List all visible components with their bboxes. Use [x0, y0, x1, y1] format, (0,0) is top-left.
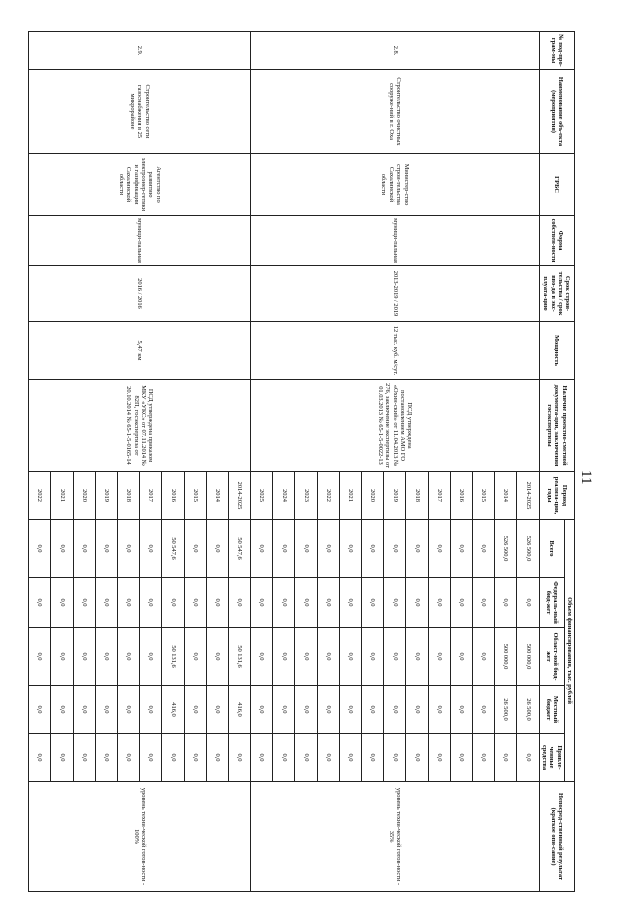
table-row [228, 32, 250, 892]
cell-local: 0,0 [384, 686, 406, 734]
header-documentation: Наличие проектно-сметной документа-ции, заключения госэкспертизы [539, 380, 574, 472]
cell-federal: 0,0 [228, 578, 250, 628]
cell-regional: 50 131,6 [228, 628, 250, 686]
cell-federal: 0,0 [406, 578, 428, 628]
cell-attracted: 0,0 [51, 734, 73, 782]
cell-total: 0,0 [428, 520, 450, 578]
cell-attracted: 0,0 [473, 734, 495, 782]
header-grbs: ГРБС [539, 154, 574, 216]
cell-attracted: 0,0 [339, 734, 361, 782]
cell-regional: 0,0 [384, 628, 406, 686]
cell-no: 2.9. [29, 32, 251, 70]
header-total: Всего [539, 520, 564, 578]
cell-period: 2020 [73, 472, 95, 520]
cell-regional: 0,0 [206, 628, 228, 686]
header-federal: Федераль-ный бюд-жет [539, 578, 564, 628]
cell-period: 2017 [428, 472, 450, 520]
cell-federal: 0,0 [118, 578, 140, 628]
header-result: Непосред-ственный результат (краткое опи-сание) [539, 782, 574, 892]
cell-name: Строительство сети газоснабжения в 25 микрорайоне [29, 70, 251, 154]
cell-attracted: 0,0 [362, 734, 384, 782]
cell-total: 0,0 [273, 520, 295, 578]
cell-local: 26 500,0 [517, 686, 539, 734]
cell-regional: 0,0 [273, 628, 295, 686]
page-number: 11 [578, 470, 594, 485]
cell-ownership: муници-пальная [29, 216, 251, 266]
cell-documentation: ПСД утверждена постановлением АМО ГО «Охин-ский» от 11.04.2013 № 276, заключение экспертизы от 01.03.2013 № 65-1-5-0022-13 [251, 380, 539, 472]
cell-total: 0,0 [362, 520, 384, 578]
cell-period: 2014 [206, 472, 228, 520]
cell-period: 2023 [295, 472, 317, 520]
cell-federal: 0,0 [29, 578, 51, 628]
cell-local: 416,0 [228, 686, 250, 734]
cell-federal: 0,0 [273, 578, 295, 628]
cell-period: 2021 [339, 472, 361, 520]
cell-local: 0,0 [95, 686, 117, 734]
header-capacity: Мощность [539, 322, 574, 380]
cell-regional: 0,0 [295, 628, 317, 686]
header-term: Срок строи-тельства / срок вво-да в экс-плуата-цию [539, 266, 574, 322]
cell-period: 2021 [51, 472, 73, 520]
cell-regional: 500 000,0 [517, 628, 539, 686]
cell-total: 0,0 [251, 520, 273, 578]
header-row-1 [564, 32, 574, 892]
cell-federal: 0,0 [206, 578, 228, 628]
cell-federal: 0,0 [339, 578, 361, 628]
cell-period: 2017 [140, 472, 162, 520]
cell-total: 0,0 [73, 520, 95, 578]
cell-regional: 0,0 [29, 628, 51, 686]
cell-period: 2015 [473, 472, 495, 520]
cell-federal: 0,0 [51, 578, 73, 628]
cell-federal: 0,0 [428, 578, 450, 628]
cell-federal: 0,0 [251, 578, 273, 628]
cell-local: 0,0 [362, 686, 384, 734]
cell-local: 0,0 [29, 686, 51, 734]
cell-local: 0,0 [51, 686, 73, 734]
cell-no: 2.8. [251, 32, 539, 70]
cell-local: 0,0 [73, 686, 95, 734]
cell-local: 0,0 [317, 686, 339, 734]
cell-period: 2014 [495, 472, 517, 520]
cell-regional: 50 131,6 [162, 628, 184, 686]
cell-regional: 0,0 [473, 628, 495, 686]
cell-regional: 0,0 [406, 628, 428, 686]
header-attracted: Привле-ченные средства [539, 734, 564, 782]
cell-regional: 0,0 [140, 628, 162, 686]
cell-local: 0,0 [184, 686, 206, 734]
cell-federal: 0,0 [384, 578, 406, 628]
cell-federal: 0,0 [473, 578, 495, 628]
cell-attracted: 0,0 [317, 734, 339, 782]
cell-total: 0,0 [184, 520, 206, 578]
cell-attracted: 0,0 [118, 734, 140, 782]
cell-local: 0,0 [140, 686, 162, 734]
cell-attracted: 0,0 [140, 734, 162, 782]
cell-attracted: 0,0 [273, 734, 295, 782]
cell-term: 2016 / 2016 [29, 266, 251, 322]
cell-federal: 0,0 [362, 578, 384, 628]
cell-period: 2019 [384, 472, 406, 520]
cell-attracted: 0,0 [295, 734, 317, 782]
cell-total: 0,0 [295, 520, 317, 578]
cell-period: 2014-2025 [517, 472, 539, 520]
cell-attracted: 0,0 [162, 734, 184, 782]
cell-regional: 500 000,0 [495, 628, 517, 686]
cell-regional: 0,0 [73, 628, 95, 686]
table-row [517, 32, 539, 892]
cell-local: 0,0 [406, 686, 428, 734]
rotated-table-container [28, 31, 575, 891]
cell-local: 0,0 [118, 686, 140, 734]
cell-local: 0,0 [450, 686, 472, 734]
cell-federal: 0,0 [140, 578, 162, 628]
cell-federal: 0,0 [295, 578, 317, 628]
cell-regional: 0,0 [428, 628, 450, 686]
cell-ownership: муници-пальная [251, 216, 539, 266]
cell-federal: 0,0 [73, 578, 95, 628]
cell-attracted: 0,0 [95, 734, 117, 782]
cell-total: 0,0 [51, 520, 73, 578]
cell-attracted: 0,0 [228, 734, 250, 782]
cell-total: 0,0 [450, 520, 472, 578]
cell-total: 0,0 [317, 520, 339, 578]
cell-grbs: Агентство по развитию электроэнер-гетики и газификации Сахалинской области [29, 154, 251, 216]
cell-period: 2014-2025 [228, 472, 250, 520]
header-period: Период реализа-ции, годы [539, 472, 574, 520]
cell-federal: 0,0 [162, 578, 184, 628]
cell-local: 0,0 [339, 686, 361, 734]
cell-federal: 0,0 [450, 578, 472, 628]
cell-federal: 0,0 [184, 578, 206, 628]
cell-total: 0,0 [95, 520, 117, 578]
cell-attracted: 0,0 [517, 734, 539, 782]
cell-period: 2018 [118, 472, 140, 520]
cell-period: 2015 [184, 472, 206, 520]
cell-period: 2024 [273, 472, 295, 520]
cell-regional: 0,0 [317, 628, 339, 686]
funding-table [28, 31, 575, 892]
cell-total: 0,0 [406, 520, 428, 578]
cell-total: 0,0 [118, 520, 140, 578]
cell-regional: 0,0 [450, 628, 472, 686]
cell-period: 2025 [251, 472, 273, 520]
header-name: Наименование объ-екта (мероприятия) [539, 70, 574, 154]
header-funding-group: Объем финансирования, тыс. рублей [564, 520, 574, 782]
cell-grbs: Министер-ство строи-тельства Сахалинской области [251, 154, 539, 216]
cell-local: 0,0 [206, 686, 228, 734]
cell-federal: 0,0 [517, 578, 539, 628]
cell-regional: 0,0 [118, 628, 140, 686]
cell-capacity: 12 тыс. куб. м/сут. [251, 322, 539, 380]
cell-capacity: 5,47 км [29, 322, 251, 380]
cell-regional: 0,0 [184, 628, 206, 686]
cell-local: 0,0 [273, 686, 295, 734]
cell-period: 2022 [317, 472, 339, 520]
cell-regional: 0,0 [362, 628, 384, 686]
cell-result: уровень техни-ческой готов-ности - 100% [29, 782, 251, 892]
cell-attracted: 0,0 [29, 734, 51, 782]
cell-total: 0,0 [384, 520, 406, 578]
cell-documentation: ПСД утверждена приказом МКУ «УКС» от 07.11.2014 № 82П, госэкспертиза от 20.10.2014 № 65-1-5-0165-14 [29, 380, 251, 472]
cell-regional: 0,0 [95, 628, 117, 686]
cell-attracted: 0,0 [251, 734, 273, 782]
cell-attracted: 0,0 [428, 734, 450, 782]
cell-local: 0,0 [473, 686, 495, 734]
cell-period: 2016 [162, 472, 184, 520]
cell-period: 2022 [29, 472, 51, 520]
cell-total: 0,0 [140, 520, 162, 578]
header-ownership: Форма собствен-ности [539, 216, 574, 266]
cell-federal: 0,0 [317, 578, 339, 628]
cell-period: 2020 [362, 472, 384, 520]
cell-regional: 0,0 [339, 628, 361, 686]
cell-local: 0,0 [295, 686, 317, 734]
cell-attracted: 0,0 [384, 734, 406, 782]
header-local: Местный бюджет [539, 686, 564, 734]
header-no: № под-про-грам-мы [539, 32, 574, 70]
cell-attracted: 0,0 [184, 734, 206, 782]
cell-period: 2018 [406, 472, 428, 520]
cell-local: 26 500,0 [495, 686, 517, 734]
cell-total: 50 547,6 [162, 520, 184, 578]
cell-federal: 0,0 [495, 578, 517, 628]
cell-total: 0,0 [339, 520, 361, 578]
header-regional: Област-ной бюд-жет [539, 628, 564, 686]
cell-attracted: 0,0 [406, 734, 428, 782]
cell-total: 50 547,6 [228, 520, 250, 578]
cell-attracted: 0,0 [450, 734, 472, 782]
cell-local: 0,0 [428, 686, 450, 734]
cell-total: 526 500,0 [495, 520, 517, 578]
cell-name: Строительство очистных сооруже-ний в г. Оха [251, 70, 539, 154]
cell-term: 2013-2019 / 2019 [251, 266, 539, 322]
cell-result: уровень техни-ческой готов-ности - 35% [251, 782, 539, 892]
cell-period: 2019 [95, 472, 117, 520]
cell-total: 0,0 [206, 520, 228, 578]
table-body [29, 32, 540, 892]
cell-federal: 0,0 [95, 578, 117, 628]
cell-attracted: 0,0 [206, 734, 228, 782]
cell-regional: 0,0 [51, 628, 73, 686]
cell-local: 0,0 [251, 686, 273, 734]
cell-total: 0,0 [29, 520, 51, 578]
cell-regional: 0,0 [251, 628, 273, 686]
cell-attracted: 0,0 [495, 734, 517, 782]
cell-attracted: 0,0 [73, 734, 95, 782]
cell-period: 2016 [450, 472, 472, 520]
cell-local: 416,0 [162, 686, 184, 734]
cell-total: 0,0 [473, 520, 495, 578]
cell-total: 526 500,0 [517, 520, 539, 578]
